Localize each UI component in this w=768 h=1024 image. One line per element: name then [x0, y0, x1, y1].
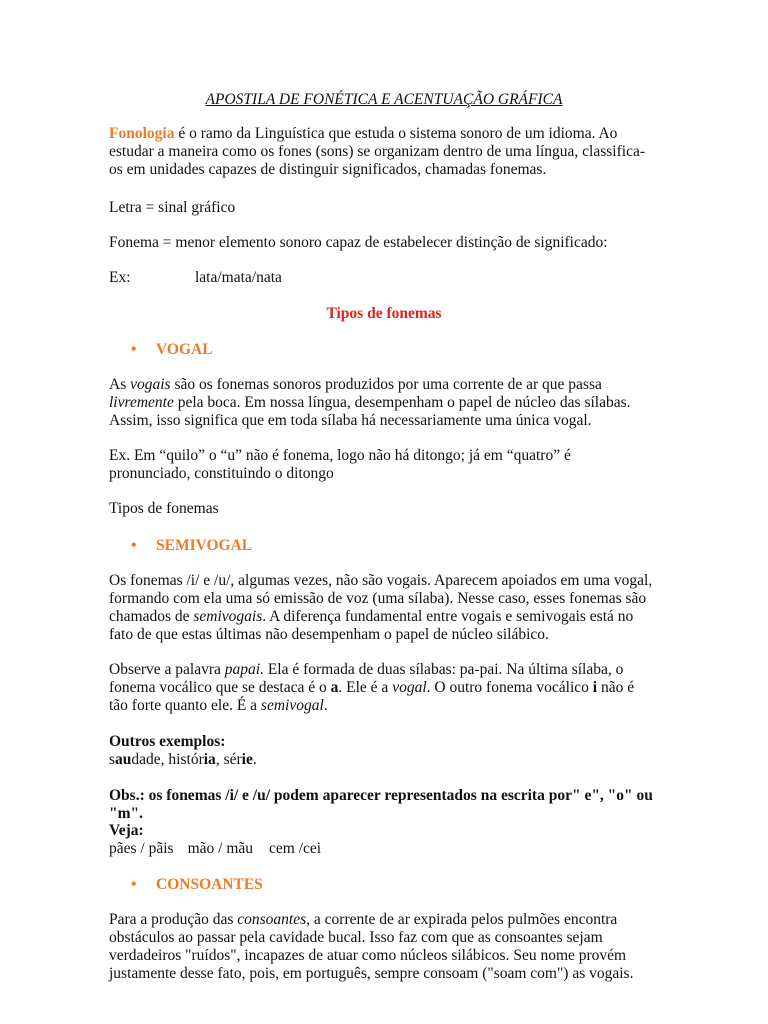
section-consoantes-heading [131, 876, 263, 894]
example-pair: mão / mãu [187, 840, 254, 857]
veja-examples [109, 840, 654, 858]
text-run: não é tão forte quanto ele. É a [109, 679, 635, 714]
text-run: são os fonemas sonoros produzidos por uma corrente de ar que passa [170, 376, 602, 393]
heading-tipos-de-fonemas: Tipos de fonemas [326, 305, 442, 322]
vogal-paragraph [109, 376, 654, 430]
definition-fonema: Fonema = menor elemento sonoro capaz de estabelecer distinção de significado: [109, 234, 608, 251]
example-pair: pães / pãis [109, 840, 174, 857]
text-run: pela boca. Em nossa língua, desempenham o papel de núcleo das sílabas. Assim, isso significa que em toda sílaba há necessariamente uma única vogal. [109, 394, 631, 429]
semivogal-heading-label: SEMIVOGAL [156, 537, 253, 554]
semivogal-paragraph [109, 572, 654, 644]
bold-letter: a [330, 679, 339, 696]
outros-exemplos-heading: Outros exemplos: [109, 733, 226, 750]
text-run: . O outro fonema vocálico [426, 679, 593, 696]
section-vogal-heading [131, 341, 213, 359]
consoantes-heading-label: CONSOANTES [156, 876, 263, 893]
bullet-icon: • [131, 341, 137, 358]
italic-term: vogais [130, 376, 171, 393]
intro-text: é o ramo da Linguística que estuda o sistema sonoro de um idioma. Ao estudar a maneira como os fones (sons) se organizam dentro de uma língua, classifica-os em unidades capazes de distinguir significados, chamadas fonemas. [109, 125, 646, 178]
text-run: . [323, 697, 328, 714]
papai-paragraph [109, 661, 654, 715]
bold-letter: i [592, 679, 598, 696]
bullet-icon: • [131, 876, 137, 893]
consoantes-paragraph [109, 911, 654, 983]
fonologia-term: Fonologia [109, 125, 175, 142]
bullet-icon: • [131, 537, 137, 554]
text-run: , sér [215, 751, 242, 768]
italic-term: semivogal [260, 697, 324, 714]
italic-term: semivogais [193, 608, 263, 625]
text-run: , a corrente de ar expirada pelos pulmões encontra obstáculos ao passar pela cavidade bucal. Isso faz com que as consoantes sejam verdadeiros "ruídos", incapazes de atuar como núcleos silábicos. Seu nome provém justamente desse fato, pois, em português, sempre consoam ("soam com") as vogais. [109, 911, 634, 982]
text-run: As [109, 376, 131, 393]
bold-letters: ia [203, 751, 216, 768]
example-value: lata/mata/nata [195, 269, 282, 286]
document-title: APOSTILA DE FONÉTICA E ACENTUAÇÃO GRÁFICA [205, 91, 563, 108]
italic-term: livremente [109, 394, 174, 411]
definition-letra: Letra = sinal gráfico [109, 199, 236, 216]
text-run: dade, histór [131, 751, 204, 768]
text-run: Para a produção das [109, 911, 238, 928]
text-run: Ela é formada de duas sílabas: pa-pai. Na última sílaba, o fonema vocálico que se destaca é o [109, 661, 624, 696]
intro-paragraph [109, 125, 654, 179]
text-run: . Ele é a [338, 679, 393, 696]
italic-term: consoantes [237, 911, 307, 928]
italic-term: papai. [224, 661, 264, 678]
section-semivogal-heading [131, 537, 252, 555]
text-run: . A diferença fundamental entre vogais e semivogais está no fato de que estas últimas não desempenham o papel de núcleo silábico. [109, 608, 634, 643]
vogal-heading-label: VOGAL [156, 341, 213, 358]
tipos-de-fonemas-plain: Tipos de fonemas [109, 500, 219, 517]
italic-term: vogal [392, 679, 427, 696]
bold-letters: ie [241, 751, 253, 768]
text-run: Os fonemas /i/ e /u/, algumas vezes, não são vogais. Aparecem apoiados em uma vogal, formando com ela uma só emissão de voz (uma sílaba). Nesse caso, esses fonemas são chamados de [109, 572, 653, 625]
example-line [109, 269, 654, 287]
text-run: Observe a palavra [109, 661, 225, 678]
veja-label: Veja: [109, 822, 144, 839]
bold-letters: au [115, 751, 132, 768]
example-label: Ex: [109, 269, 131, 286]
text-run: s [109, 751, 116, 768]
obs-paragraph: Obs.: os fonemas /i/ e /u/ podem aparecer representados na escrita por" e", "o" ou "m". [109, 787, 653, 822]
vogal-example-paragraph: Ex. Em “quilo” o “u” não é fonema, logo não há ditongo; já em “quatro” é pronunciado, constituindo o ditongo [109, 447, 571, 482]
outros-exemplos-words [109, 751, 654, 769]
example-pair: cem /cei [269, 840, 322, 857]
text-run: . [252, 751, 257, 768]
